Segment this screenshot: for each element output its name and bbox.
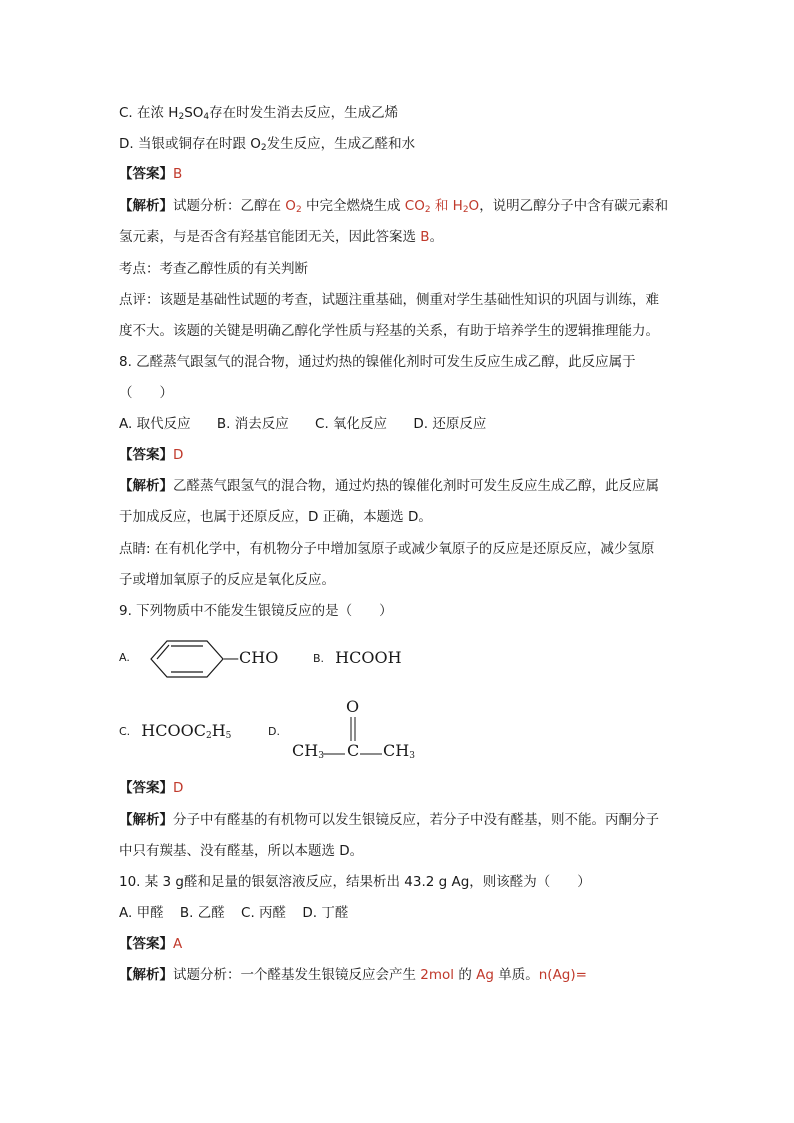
answer-label: 【答案】 — [119, 780, 173, 796]
question-9: 9. 下列物质中不能发生银镜反应的是（ ） — [119, 603, 393, 619]
explanation-label: 【解析】 — [119, 812, 173, 828]
dianping-7-line-1: 点评：该题是基础性试题的考查，试题注重基础，侧重对学生基础性知识的巩固与训练，难 — [119, 292, 659, 308]
formula-h2o-o: O — [468, 198, 480, 214]
answer-value: D — [173, 447, 184, 463]
subscript: 4 — [203, 112, 210, 122]
aldehyde-group: —CHO — [223, 648, 279, 667]
option-c-line — [119, 103, 679, 123]
text: SO — [184, 105, 204, 121]
explanation-8-line-2: 于加成反应，也属于还原反应，D 正确，本题选 D。 — [119, 509, 432, 525]
subscript: 2 — [260, 143, 267, 153]
explanation-7-line-2 — [119, 227, 679, 247]
explanation-9-line-1 — [119, 810, 679, 830]
double-bond-icon — [348, 717, 358, 743]
dianjing-8-line-1: 点睛: 在有机化学中，有机物分子中增加氢原子或减少氧原子的反应是还原反应，减少氢原 — [119, 541, 655, 557]
text: 存在时发生消去反应，生成乙烯 — [209, 105, 399, 121]
option-c-structure — [119, 721, 231, 740]
answer-9 — [119, 778, 679, 798]
formula-co2: CO — [404, 198, 425, 214]
explanation-label: 【解析】 — [119, 967, 173, 983]
option-d: D. 丁醛 — [302, 905, 349, 921]
formula-h2o: H — [452, 198, 463, 214]
formula-o2: O — [285, 198, 296, 214]
answer-7 — [119, 164, 679, 184]
option-b-label: B. — [313, 652, 325, 665]
text: ，说明乙醇分子中含有碳元素和 — [479, 198, 669, 214]
option-d-line — [119, 134, 679, 154]
subscript: 3 — [409, 751, 415, 761]
option-c-label: C. — [119, 725, 131, 738]
methyl-left: CH — [292, 741, 319, 760]
answer-value: A — [173, 936, 183, 952]
text: 中完全燃烧生成 — [301, 198, 405, 214]
explanation-9-line-2: 中只有羰基、没有醛基，所以本题选 D。 — [119, 843, 364, 859]
text: 氢元素，与是否含有羟基官能团无关，因此答案选 — [119, 229, 421, 245]
question-8-options — [119, 414, 679, 434]
formula-part: H — [211, 721, 226, 740]
option-a: A. 取代反应 — [119, 416, 191, 432]
formula-part: HCOOC — [141, 721, 206, 740]
option-d-label: D. — [268, 725, 280, 738]
subscript: 2 — [205, 731, 212, 741]
explanation-8-line-1 — [119, 476, 679, 496]
formic-acid-formula: HCOOH — [335, 648, 402, 667]
text: 和 — [430, 198, 453, 214]
highlight: B — [420, 229, 430, 245]
subscript: 2 — [462, 205, 469, 215]
text: 发生反应，生成乙醛和水 — [266, 136, 416, 152]
text: 分子中有醛基的有机物可以发生银镜反应，若分子中没有醛基，则不能。丙酮分子 — [173, 812, 659, 828]
subscript: 2 — [178, 112, 185, 122]
text: 试题分析：乙醇在 — [173, 198, 286, 214]
subscript: 5 — [225, 731, 232, 741]
option-b: B. 乙醛 — [179, 905, 225, 921]
subscript: 3 — [318, 751, 324, 761]
explanation-label: 【解析】 — [119, 198, 173, 214]
carbonyl-carbon: C — [347, 741, 360, 760]
dianjing-8-line-2: 子或增加氧原子的反应是氧化反应。 — [119, 572, 335, 588]
question-10-options — [119, 903, 679, 923]
dianping-7-line-2: 度不大。该题的关键是明确乙醇化学性质与羟基的关系，有助于培养学生的逻辑推理能力。 — [119, 323, 659, 339]
carbonyl-oxygen: O — [346, 697, 360, 716]
explanation-7-line-1 — [119, 196, 679, 216]
answer-label: 【答案】 — [119, 447, 173, 463]
answer-10 — [119, 934, 679, 954]
option-c: C. 丙醛 — [241, 905, 287, 921]
text: D. 当银或铜存在时跟 O — [119, 136, 261, 152]
text: 的 — [454, 967, 477, 983]
text: C. 在浓 H — [119, 105, 179, 121]
highlight: 2mol — [420, 967, 455, 983]
methyl-right: CH — [383, 741, 410, 760]
option-a-label: A. — [119, 651, 130, 664]
answer-value: D — [173, 780, 184, 796]
option-a: A. 甲醛 — [119, 905, 164, 921]
single-bond-left-icon — [323, 751, 345, 757]
question-8-line-1: 8. 乙醛蒸气跟氢气的混合物，通过灼热的镍催化剂时可发生反应生成乙醇，此反应属于 — [119, 354, 636, 370]
text: 。 — [429, 229, 444, 245]
kaodian-7: 考点：考查乙醇性质的有关判断 — [119, 261, 308, 277]
text: 试题分析：一个醛基发生银镜反应会产生 — [173, 967, 421, 983]
question-8-line-2: （ ） — [119, 385, 173, 401]
explanation-10-line-1 — [119, 965, 679, 985]
text: 乙醛蒸气跟氢气的混合物，通过灼热的镍催化剂时可发生反应生成乙醇，此反应属 — [173, 478, 659, 494]
answer-label: 【答案】 — [119, 936, 173, 952]
option-b-structure — [313, 648, 402, 667]
subscript: 2 — [295, 205, 302, 215]
answer-8 — [119, 445, 679, 465]
option-d: D. 还原反应 — [413, 416, 487, 432]
option-d-structure — [268, 697, 428, 767]
highlight: n(Ag)= — [538, 967, 587, 983]
option-b: B. 消去反应 — [216, 416, 289, 432]
answer-label: 【答案】 — [119, 166, 173, 182]
highlight: Ag — [476, 967, 494, 983]
subscript: 2 — [424, 205, 431, 215]
answer-value: B — [173, 166, 183, 182]
option-a-structure — [119, 638, 319, 680]
question-10: 10. 某 3 g醛和足量的银氨溶液反应，结果析出 43.2 g Ag，则该醛为（ ） — [119, 874, 591, 890]
option-c: C. 氧化反应 — [315, 416, 388, 432]
single-bond-right-icon — [360, 751, 382, 757]
text: 单质。 — [493, 967, 539, 983]
explanation-label: 【解析】 — [119, 478, 173, 494]
